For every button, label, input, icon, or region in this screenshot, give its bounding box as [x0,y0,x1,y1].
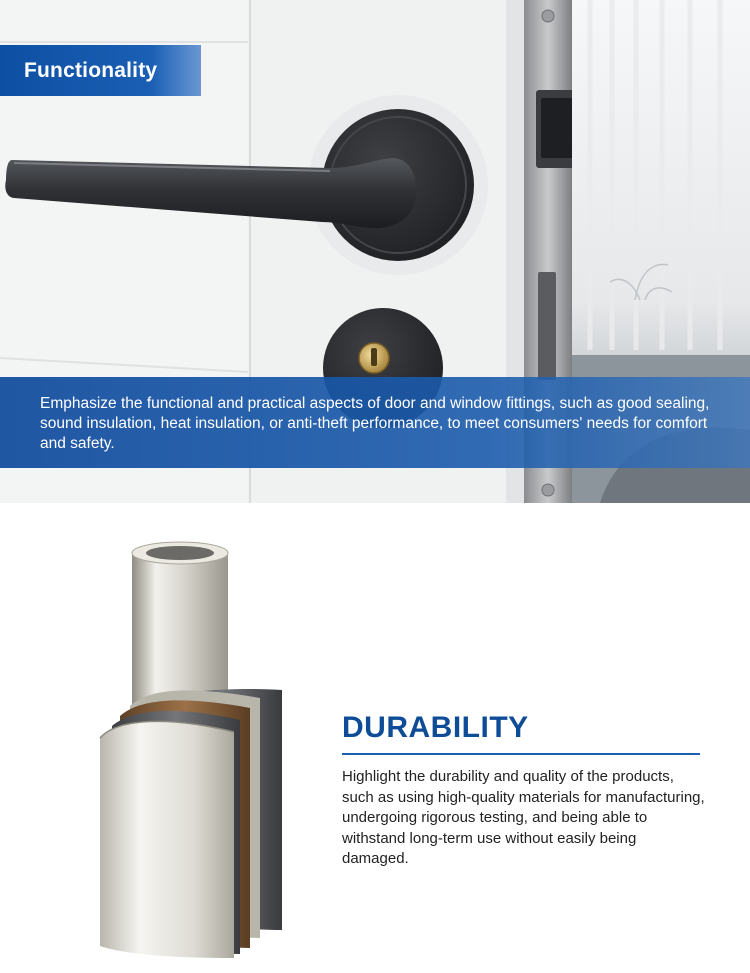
durability-section [0,503,750,973]
functionality-banner [0,377,750,468]
functionality-tag [0,45,201,96]
durability-divider [342,753,700,755]
functionality-tag-label: Functionality [24,58,158,82]
functionality-description: Emphasize the functional and practical aspects of door and window fittings, such as good sealing, sound insulation, heat insulation, or anti-theft performance, to meet consumers' needs for comfort and safety. [40,395,710,452]
layered-tube-image [90,538,300,958]
durability-description: Highlight the durability and quality of the products, such as using high-quality materials for manufacturing, undergoing rigorous testing, and being able to withstand long-term use without easily being damaged. [342,768,705,867]
durability-title: DURABILITY [342,711,529,744]
